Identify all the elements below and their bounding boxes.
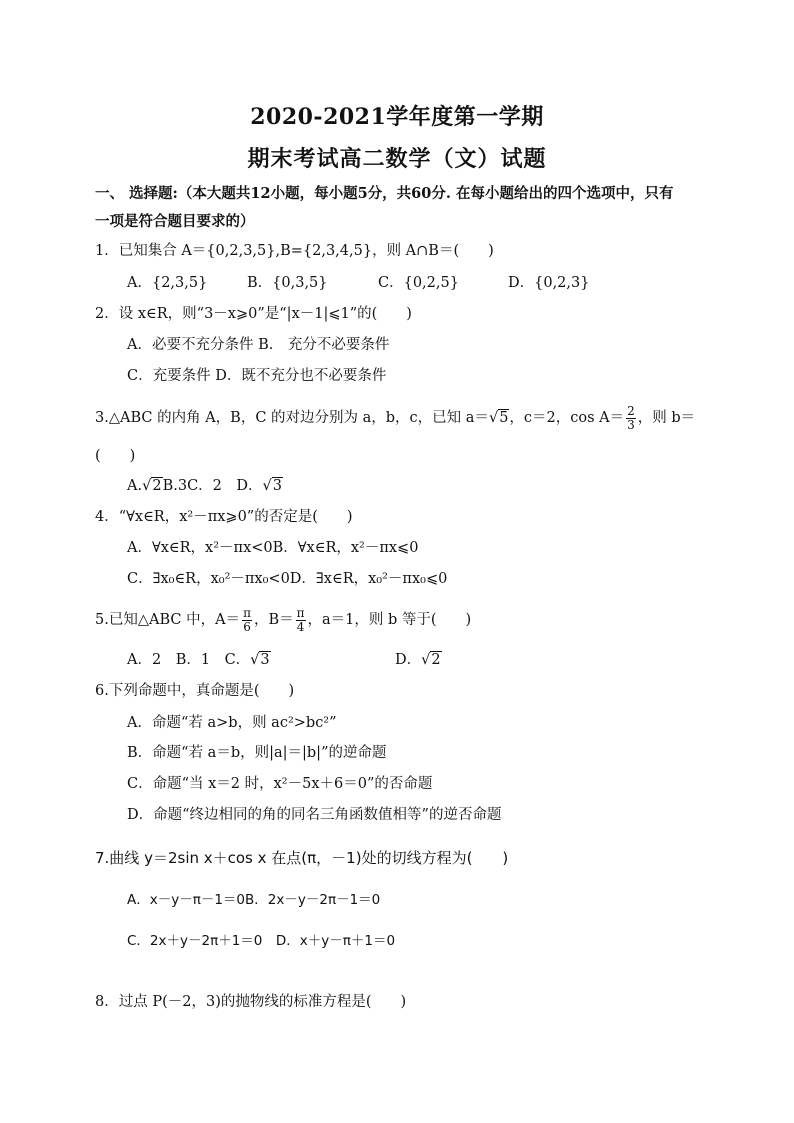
question-3-paren: ( ) [95, 448, 136, 464]
sqrt-2: √2 [142, 478, 162, 494]
question-8-stem: 8．过点 P(－2，3)的抛物线的标准方程是( ) [95, 994, 407, 1010]
question-7-options-ab: A．x－y－π－1＝0B．2x－y－2π－1＝0 [127, 892, 381, 908]
question-5-option-d-label: D． [395, 652, 422, 668]
question-5-option-d [395, 650, 442, 670]
question-1-stem: 1．已知集合 A＝{0,2,3,5},B={2,3,4,5}，则 A∩B＝( ) [95, 243, 494, 259]
question-3-options-bcd: B.3C．2 D． [162, 478, 263, 494]
sqrt-2-radicand: 2 [431, 652, 441, 668]
sqrt-5-radicand: 5 [499, 410, 509, 426]
exam-title-subject: 期末考试高二数学（文）试题 [247, 146, 547, 172]
sqrt-3: √3 [262, 478, 282, 494]
question-6-option-a: A．命题“若 a>b，则 ac²>bc²” [127, 715, 337, 731]
question-2-stem: 2．设 x∈R，则“3－x⩾0”是“|x－1|⩽1”的( ) [95, 306, 412, 322]
question-1-option-c: C．{0,2,5} [378, 275, 459, 291]
fraction-denominator: 4 [296, 619, 305, 634]
fraction-pi-over-6 [242, 607, 252, 634]
question-4-stem: 4．“∀x∈R，x²－πx⩾0”的否定是( ) [95, 509, 353, 525]
sqrt-3-radicand: 3 [260, 652, 270, 668]
fraction-two-thirds [626, 405, 636, 432]
question-1-option-a: A．{2,3,5} [127, 275, 208, 291]
question-4-options-ab: A．∀x∈R，x²－πx<0B．∀x∈R，x²－πx⩽0 [127, 540, 419, 556]
question-5-stem-part3: ，a＝1，则 b 等于( ) [307, 612, 472, 628]
question-5-stem-part1: 5.已知△ABC 中，A＝ [95, 612, 241, 628]
question-4-options-cd: C．∃x₀∈R，x₀²－πx₀<0D．∃x∈R，x₀²－πx₀⩽0 [127, 571, 448, 587]
fraction-pi-over-4 [296, 607, 306, 634]
question-5-options-abc [127, 650, 271, 670]
question-3-option-a-label: A. [127, 478, 143, 494]
fraction-numerator: π [296, 605, 305, 620]
section-heading: 一、 选择题:（本大题共12小题，每小题5分，共60分. 在每小题给出的四个选项中，只有 [95, 185, 674, 202]
fraction-denominator: 3 [627, 417, 635, 432]
question-7-options-cd: C．2x＋y－2π＋1＝0 D．x＋y－π＋1＝0 [127, 933, 396, 949]
question-1-option-b: B．{0,3,5} [247, 275, 328, 291]
fraction-numerator: 2 [627, 403, 635, 418]
question-3-stem-part3: ，则 b＝ [637, 410, 696, 426]
question-1-option-d: D．{0,2,3} [508, 275, 590, 291]
sqrt-2: √2 [421, 652, 441, 668]
question-2-options-cd: C．充要条件 D．既不充分也不必要条件 [127, 368, 387, 384]
question-6-option-c: C．命题“当 x＝2 时，x²－5x＋6＝0”的否命题 [127, 776, 433, 792]
question-3-options [127, 476, 283, 496]
section-heading-cont: 一项是符合题目要求的） [95, 213, 255, 230]
question-3-stem-part1: 3.△ABC 的内角 A，B，C 的对边分别为 a，b，c，已知 a＝ [95, 410, 489, 426]
sqrt-3: √3 [250, 652, 270, 668]
question-5-stem [95, 605, 471, 635]
question-7-stem: 7.曲线 y＝2sin x＋cos x 在点(π，－1)处的切线方程为( ) [95, 849, 509, 867]
question-6-stem: 6.下列命题中，真命题是( ) [95, 683, 295, 699]
exam-title-year: 2020-2021学年度第一学期 [250, 104, 544, 130]
fraction-numerator: π [243, 605, 251, 620]
fraction-denominator: 6 [243, 619, 251, 634]
question-5-stem-part2: ，B＝ [253, 612, 294, 628]
sqrt-5: √5 [488, 410, 509, 426]
question-3-stem [95, 403, 695, 433]
question-5-options-text: A．2 B．1 C． [127, 652, 251, 668]
question-6-option-b: B．命题“若 a＝b，则|a|＝|b|”的逆命题 [127, 745, 387, 761]
question-2-options-ab: A．必要不充分条件 B. 充分不必要条件 [127, 337, 390, 353]
question-3-stem-part2: ，c＝2，cos A＝ [509, 410, 625, 426]
sqrt-2-radicand: 2 [152, 478, 162, 494]
question-6-option-d: D．命题“终边相同的角的同名三角函数值相等”的逆否命题 [127, 807, 502, 823]
sqrt-3-radicand: 3 [272, 478, 282, 494]
